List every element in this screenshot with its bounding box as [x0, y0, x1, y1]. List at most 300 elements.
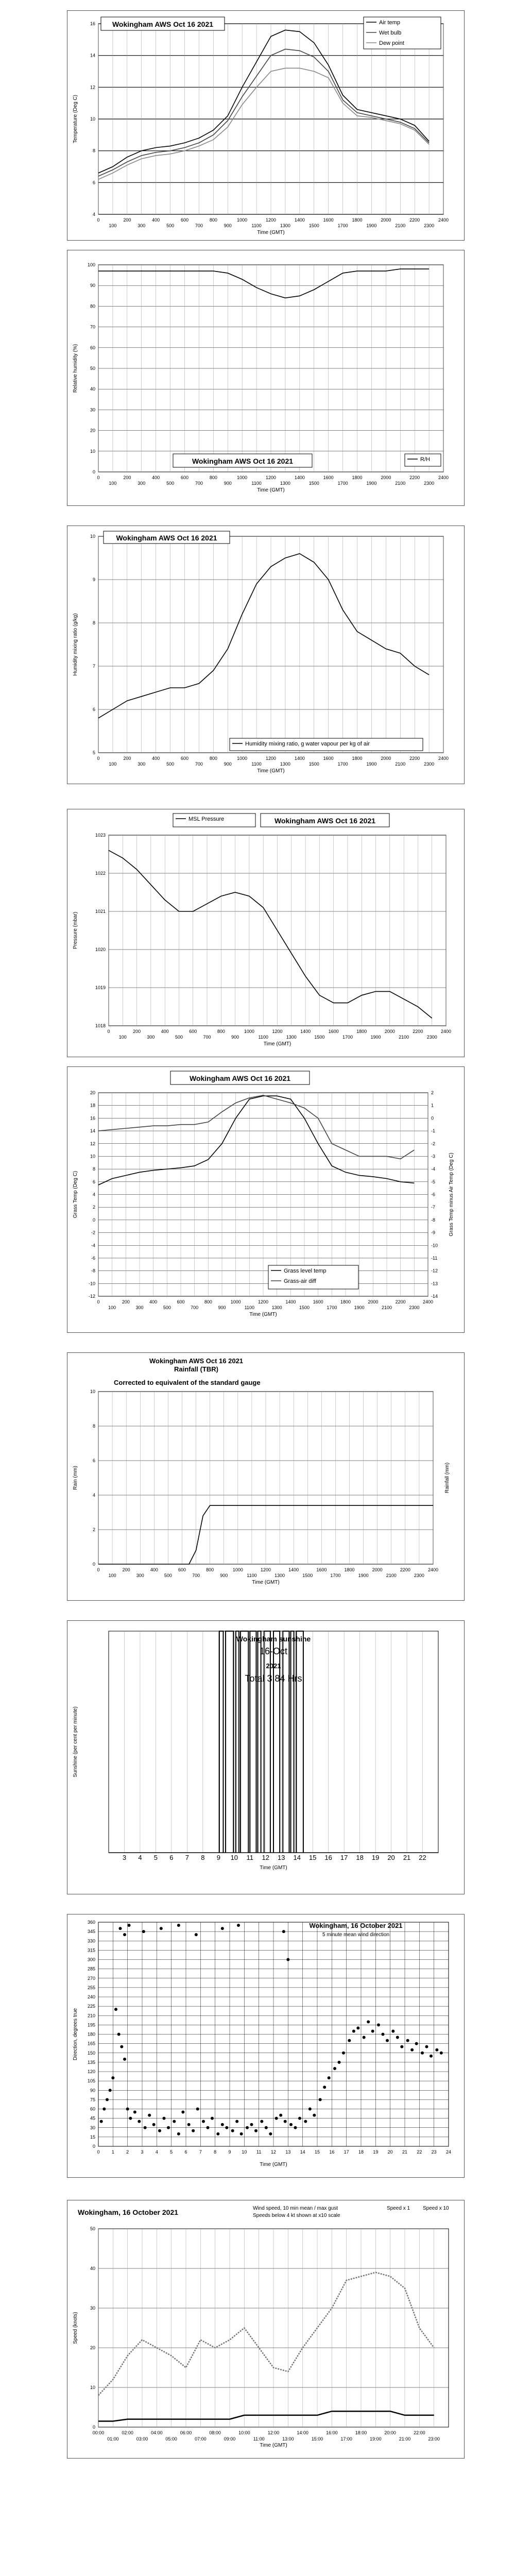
x-tick-label: 300 — [147, 1035, 155, 1040]
x-tick-label: 22 — [417, 2149, 422, 2155]
rainfall-chart — [67, 1353, 464, 1600]
x-tick-label: 2400 — [440, 1029, 452, 1034]
wind-direction-point — [246, 2126, 249, 2129]
x-tick-label: 1200 — [258, 1299, 269, 1304]
y-tick-label: 0 — [92, 2425, 95, 2430]
x-tick-label: 900 — [218, 1305, 226, 1310]
y-tick-label: 300 — [87, 1957, 95, 1962]
x-tick-label: 600 — [180, 756, 189, 761]
wind-direction-point — [181, 2111, 184, 2114]
wind-direction-point — [177, 1924, 180, 1927]
wind-direction-point — [167, 2126, 170, 2129]
y-tick-label: 5 — [92, 750, 95, 755]
y-tick-label: 0 — [92, 2144, 95, 2149]
total-label: Total 3.84 Hrs — [245, 1673, 302, 1684]
x-tick-label: 200 — [123, 217, 131, 223]
x-tick-label: 1500 — [308, 481, 319, 486]
wind-direction-point — [286, 1958, 289, 1961]
legend-label: Speed x 1 — [387, 2206, 410, 2211]
x-tick-label: 600 — [180, 217, 189, 223]
x-tick-label: 1800 — [344, 1567, 355, 1572]
x-tick-label: 1800 — [352, 217, 363, 223]
x-tick-label: 2200 — [409, 756, 420, 761]
wind-direction-point — [396, 2036, 399, 2039]
x-tick-label: 17 — [344, 2149, 349, 2155]
x-tick-label: 2400 — [438, 475, 449, 480]
chart-title: Wokingham AWS Oct 16 2021 — [116, 534, 217, 542]
x-tick-label: 1000 — [237, 217, 248, 223]
x-tick-label: 600 — [177, 1299, 185, 1304]
y-tick-label: 4 — [92, 1192, 95, 1197]
y-axis-title: Temperature (Deg C) — [73, 95, 78, 143]
wind-direction-point — [391, 2029, 394, 2032]
x-tick-label: 1000 — [237, 475, 248, 480]
wind-direction-chart — [67, 1914, 464, 2177]
x-tick-label: 100 — [109, 481, 117, 486]
x-tick-label: 16:00 — [326, 2430, 338, 2435]
x-tick-label: 02:00 — [122, 2430, 133, 2435]
legend-label: Air temp — [379, 20, 400, 26]
x-tick-label: 1400 — [294, 756, 305, 761]
x-tick-label: 100 — [109, 761, 117, 767]
x-tick-label: 2000 — [381, 475, 391, 480]
chart-title: Wokingham AWS Oct 16 2021 — [189, 1074, 291, 1082]
x-tick-label: 900 — [224, 223, 232, 228]
y-tick-label: 50 — [90, 366, 95, 371]
y-tick-label: 255 — [87, 1985, 95, 1990]
x-tick-label: 14 — [293, 1854, 301, 1861]
y-tick-label: 50 — [90, 2226, 95, 2231]
x-axis-title: Time (GMT) — [252, 1580, 280, 1585]
y-tick-label: -12 — [88, 1294, 95, 1299]
x-tick-label: 1400 — [285, 1299, 296, 1304]
x-tick-label: 1900 — [370, 1035, 381, 1040]
x-tick-label: 700 — [195, 481, 203, 486]
y2-tick-label: -3 — [431, 1154, 436, 1159]
grass-temp-chart-panel — [67, 1066, 465, 1333]
x-tick-label: 19 — [371, 1854, 380, 1861]
y-tick-label: 8 — [92, 148, 95, 154]
y-tick-label: 80 — [90, 303, 95, 309]
y-tick-label: 120 — [87, 2069, 95, 2074]
x-axis-title: Time (GMT) — [260, 1865, 287, 1871]
x-tick-label: 600 — [178, 1567, 186, 1572]
wind-direction-point — [356, 2026, 359, 2029]
x-tick-label: 100 — [118, 1035, 127, 1040]
x-tick-label: 1200 — [265, 475, 277, 480]
x-tick-label: 16 — [324, 1854, 332, 1861]
x-tick-label: 1800 — [356, 1029, 367, 1034]
x-tick-label: 18 — [358, 2149, 364, 2155]
x-tick-label: 600 — [180, 475, 189, 480]
wind-direction-point — [102, 2108, 106, 2111]
x-tick-label: 1700 — [330, 1573, 341, 1578]
x-tick-label: 1100 — [251, 761, 262, 767]
y2-tick-label: -6 — [431, 1192, 436, 1197]
x-tick-label: 900 — [220, 1573, 228, 1578]
wind-speed-chart — [67, 2200, 464, 2458]
mixing-ratio-chart-panel — [67, 526, 465, 784]
x-tick-label: 2200 — [400, 1567, 410, 1572]
y-tick-label: 210 — [87, 2013, 95, 2019]
x-tick-label: 1300 — [280, 481, 290, 486]
humidity-chart-panel — [67, 250, 465, 506]
x-tick-label: 0 — [97, 475, 100, 480]
x-tick-label: 2200 — [409, 475, 420, 480]
x-axis-title: Time (GMT) — [257, 230, 285, 235]
x-axis-title: Time (GMT) — [257, 768, 285, 774]
wind-direction-point — [221, 1927, 224, 1930]
x-tick-label: 1600 — [316, 1567, 327, 1572]
x-tick-label: 2300 — [424, 223, 435, 228]
wind-direction-point — [308, 2108, 312, 2111]
x-tick-label: 1900 — [354, 1305, 365, 1310]
x-tick-label: 11 — [256, 2149, 262, 2155]
x-tick-label: 1900 — [366, 761, 377, 767]
x-tick-label: 1300 — [274, 1573, 285, 1578]
y-tick-label: 225 — [87, 2004, 95, 2009]
wind-direction-point — [250, 2123, 253, 2126]
x-tick-label: 1700 — [337, 761, 348, 767]
legend-label: Grass level temp — [284, 1268, 327, 1274]
y-axis-title: Rain (mm) — [73, 1466, 78, 1490]
y-tick-label: 18 — [90, 1103, 95, 1108]
y-tick-label: 30 — [90, 2306, 95, 2311]
x-tick-label: 500 — [164, 1573, 172, 1578]
y-tick-label: 0 — [92, 469, 95, 474]
x-tick-label: 200 — [133, 1029, 141, 1034]
y-tick-label: 7 — [92, 664, 95, 669]
sunshine-chart — [67, 1621, 464, 1894]
y-tick-label: 360 — [87, 1920, 95, 1925]
y-tick-label: 8 — [92, 1423, 95, 1429]
x-tick-label: 300 — [138, 761, 146, 767]
x-tick-label: 8 — [201, 1854, 205, 1861]
x-tick-label: 15 — [308, 1854, 317, 1861]
y-tick-label: 30 — [90, 2125, 95, 2130]
y-tick-label: 10 — [90, 2385, 95, 2390]
wind-direction-point — [421, 2052, 424, 2055]
x-tick-label: 700 — [191, 1305, 199, 1310]
chart-title: Wokingham sunshine — [236, 1635, 311, 1643]
mixing-ratio-chart — [67, 526, 464, 784]
x-tick-label: 1100 — [244, 1305, 255, 1310]
y-tick-label: 240 — [87, 1994, 95, 1999]
x-tick-label: 300 — [138, 481, 146, 486]
wind-direction-point — [319, 2098, 322, 2101]
x-tick-label: 1100 — [251, 223, 262, 228]
x-tick-label: 08:00 — [209, 2430, 221, 2435]
x-tick-label: 2100 — [395, 761, 406, 767]
x-tick-label: 19 — [373, 2149, 379, 2155]
wind-direction-point — [425, 2045, 428, 2048]
x-tick-label: 2200 — [409, 217, 420, 223]
x-tick-label: 22 — [419, 1854, 426, 1861]
y2-tick-label: -9 — [431, 1230, 436, 1235]
x-tick-label: 8 — [214, 2149, 217, 2155]
y2-tick-label: -14 — [431, 1294, 438, 1299]
x-tick-label: 2400 — [438, 217, 449, 223]
temperature-chart — [67, 11, 464, 240]
x-tick-label: 1500 — [314, 1035, 325, 1040]
y-tick-label: 150 — [87, 2050, 95, 2056]
x-tick-label: 11:00 — [253, 2436, 265, 2442]
x-tick-label: 5 — [170, 2149, 173, 2155]
x-tick-label: 200 — [123, 756, 131, 761]
x-tick-label: 1400 — [294, 217, 305, 223]
x-tick-label: 12 — [262, 1854, 269, 1861]
x-tick-label: 00:00 — [92, 2430, 105, 2435]
x-tick-label: 1200 — [265, 756, 277, 761]
wind-direction-point — [225, 2126, 228, 2129]
x-tick-label: 2000 — [368, 1299, 379, 1304]
x-tick-label: 500 — [166, 223, 175, 228]
y-tick-label: 9 — [92, 577, 95, 582]
x-tick-label: 500 — [163, 1305, 171, 1310]
y-tick-label: -2 — [91, 1230, 95, 1235]
x-tick-label: 2300 — [414, 1573, 424, 1578]
x-tick-label: 900 — [231, 1035, 239, 1040]
y-tick-label: 180 — [87, 2031, 95, 2037]
x-tick-label: 1600 — [323, 217, 334, 223]
y-tick-label: 10 — [90, 448, 95, 454]
wind-direction-point — [109, 2089, 112, 2092]
x-tick-label: 23 — [431, 2149, 437, 2155]
y-tick-label: -8 — [91, 1268, 95, 1274]
chart-annotation: Corrected to equivalent of the standard gauge — [114, 1379, 261, 1386]
y-tick-label: 60 — [90, 345, 95, 350]
wind-direction-point — [352, 2029, 355, 2032]
x-axis-title: Time (GMT) — [263, 1041, 291, 1047]
wind-direction-point — [133, 2111, 136, 2114]
chart-title: Wokingham AWS Oct 16 2021 — [112, 20, 214, 28]
wind-direction-point — [377, 2023, 380, 2026]
wind-direction-point — [410, 2048, 414, 2052]
wind-direction-point — [196, 2108, 199, 2111]
y-tick-label: 20 — [90, 428, 95, 433]
y2-tick-label: -1 — [431, 1128, 436, 1134]
y-tick-label: 40 — [90, 2266, 95, 2271]
y-tick-label: 30 — [90, 407, 95, 413]
x-tick-label: 1000 — [230, 1299, 241, 1304]
y-axis-title: Relative humidity (%) — [73, 344, 78, 393]
y2-tick-label: -7 — [431, 1205, 436, 1210]
wind-direction-point — [138, 2120, 141, 2123]
wind-direction-point — [275, 2117, 278, 2120]
sunshine-chart-panel — [67, 1620, 465, 1894]
wind-direction-point — [265, 2126, 268, 2129]
y-tick-label: 70 — [90, 324, 95, 330]
x-tick-label: 2100 — [395, 481, 406, 486]
x-tick-label: 500 — [166, 761, 175, 767]
chart-subtitle: 16-Oct — [259, 1646, 288, 1656]
x-tick-label: 300 — [135, 1305, 144, 1310]
x-tick-label: 7 — [185, 1854, 189, 1861]
x-tick-label: 1400 — [288, 1567, 299, 1572]
y-tick-label: 270 — [87, 1975, 95, 1981]
x-tick-label: 2000 — [372, 1567, 383, 1572]
y-tick-label: 14 — [90, 53, 95, 58]
x-tick-label: 9 — [216, 1854, 220, 1861]
x-tick-label: 0 — [97, 2149, 100, 2155]
wind-direction-point — [279, 2114, 282, 2117]
x-tick-label: 5 — [153, 1854, 158, 1861]
wind-direction-point — [333, 2067, 336, 2070]
y-tick-label: 2 — [92, 1527, 95, 1532]
x-tick-label: 0 — [107, 1029, 110, 1034]
x-tick-label: 800 — [209, 756, 217, 761]
y2-tick-label: -12 — [431, 1268, 438, 1274]
x-tick-label: 2000 — [381, 217, 391, 223]
x-tick-label: 22:00 — [414, 2430, 425, 2435]
wind-direction-point — [323, 2086, 326, 2089]
x-tick-label: 6 — [184, 2149, 187, 2155]
y-tick-label: 135 — [87, 2059, 95, 2065]
legend-label: MSL Pressure — [188, 816, 225, 822]
wind-direction-point — [282, 1930, 285, 1933]
wind-direction-point — [237, 1924, 240, 1927]
y-tick-label: -10 — [88, 1281, 95, 1286]
x-tick-label: 1700 — [342, 1035, 353, 1040]
y2-tick-label: -10 — [431, 1243, 438, 1248]
x-tick-label: 2 — [126, 2149, 129, 2155]
y2-tick-label: -5 — [431, 1179, 436, 1184]
y-tick-label: -4 — [91, 1243, 95, 1248]
x-tick-label: 1100 — [247, 1573, 257, 1578]
y-tick-label: -6 — [91, 1255, 95, 1261]
y-axis-title: Grass Temp (Deg C) — [73, 1171, 78, 1218]
wind-direction-point — [231, 2129, 234, 2132]
x-tick-label: 13 — [278, 1854, 285, 1861]
x-tick-label: 20:00 — [384, 2430, 396, 2435]
x-tick-label: 2300 — [426, 1035, 437, 1040]
x-tick-label: 400 — [149, 1299, 158, 1304]
y2-tick-label: -4 — [431, 1166, 436, 1172]
y2-tick-label: 0 — [431, 1115, 434, 1121]
x-tick-label: 1700 — [337, 223, 348, 228]
wind-direction-point — [435, 2048, 438, 2052]
x-tick-label: 06:00 — [180, 2430, 192, 2435]
x-tick-label: 6 — [169, 1854, 174, 1861]
x-tick-label: 1 — [111, 2149, 114, 2155]
x-tick-label: 700 — [192, 1573, 200, 1578]
wind-direction-point — [163, 2117, 166, 2120]
chart-title: Wokingham, 16 October 2021 — [309, 1922, 403, 1929]
y-tick-label: 6 — [92, 180, 95, 185]
y-tick-label: 20 — [90, 2345, 95, 2350]
x-tick-label: 11 — [246, 1854, 254, 1861]
x-tick-label: 1600 — [313, 1299, 323, 1304]
wind-direction-point — [304, 2120, 307, 2123]
x-tick-label: 19:00 — [370, 2436, 382, 2442]
y-tick-label: 10 — [90, 116, 95, 122]
x-tick-label: 3 — [122, 1854, 127, 1861]
x-tick-label: 15 — [314, 2149, 320, 2155]
y-tick-label: 12 — [90, 1141, 95, 1146]
x-tick-label: 100 — [108, 1573, 116, 1578]
x-tick-label: 900 — [224, 481, 232, 486]
y-tick-label: 6 — [92, 1458, 95, 1463]
x-tick-label: 1100 — [258, 1035, 268, 1040]
x-tick-label: 23:00 — [428, 2436, 440, 2442]
x-tick-label: 400 — [150, 1567, 158, 1572]
x-tick-label: 100 — [108, 1305, 116, 1310]
x-tick-label: 1500 — [308, 761, 319, 767]
y-tick-label: 12 — [90, 84, 95, 90]
wind-direction-point — [371, 2029, 374, 2032]
y-tick-label: 1018 — [95, 1023, 106, 1028]
x-tick-label: 21 — [402, 2149, 408, 2155]
wind-direction-point — [269, 2132, 272, 2136]
x-tick-label: 400 — [152, 217, 160, 223]
x-tick-label: 12 — [270, 2149, 277, 2155]
wind-direction-point — [221, 2123, 224, 2126]
pressure-chart — [67, 809, 464, 1057]
y-tick-label: 1021 — [95, 909, 106, 914]
y-tick-label: 6 — [92, 707, 95, 712]
x-tick-label: 1600 — [323, 475, 334, 480]
x-tick-label: 1700 — [337, 481, 348, 486]
chart-note: Speeds below 4 kt shown at x10 scale — [253, 2213, 340, 2218]
x-tick-label: 1300 — [280, 761, 290, 767]
temperature-chart-panel — [67, 10, 465, 241]
y-tick-label: 165 — [87, 2041, 95, 2046]
y-tick-label: 16 — [90, 21, 95, 26]
wind-direction-point — [415, 2042, 418, 2045]
wind-direction-point — [348, 2039, 351, 2042]
y-tick-label: 15 — [90, 2134, 95, 2140]
x-tick-label: 4 — [138, 1854, 142, 1861]
x-tick-label: 0 — [97, 756, 100, 761]
y2-tick-label: -13 — [431, 1281, 438, 1286]
x-tick-label: 1200 — [260, 1567, 271, 1572]
x-tick-label: 10 — [230, 1854, 238, 1861]
x-tick-label: 2300 — [424, 481, 435, 486]
x-tick-label: 14 — [300, 2149, 305, 2155]
y-tick-label: 90 — [90, 283, 95, 289]
y-tick-label: 330 — [87, 1938, 95, 1944]
y-axis-title: Direction, degrees true — [73, 2008, 78, 2061]
y2-axis-title: Rainfall (mm) — [444, 1462, 450, 1494]
x-tick-label: 800 — [204, 1299, 212, 1304]
x-tick-label: 21 — [403, 1854, 411, 1861]
x-tick-label: 800 — [209, 475, 217, 480]
wind-direction-point — [123, 2058, 126, 2061]
wind-direction-point — [328, 2076, 331, 2079]
rainfall-chart-panel — [67, 1352, 465, 1601]
x-tick-label: 0 — [97, 1567, 100, 1572]
y-tick-label: 40 — [90, 386, 95, 392]
x-tick-label: 100 — [109, 223, 117, 228]
legend-label: Speed x 10 — [423, 2206, 449, 2211]
wind-direction-point — [216, 2132, 219, 2136]
wind-direction-point — [202, 2120, 205, 2123]
wind-direction-point — [254, 2129, 258, 2132]
y-tick-label: 10 — [90, 534, 95, 539]
wind-direction-point — [207, 2126, 210, 2129]
wind-direction-point — [160, 1927, 163, 1930]
x-tick-label: 800 — [209, 217, 217, 223]
wind-direction-point — [430, 2055, 433, 2058]
x-tick-label: 300 — [138, 223, 146, 228]
y-tick-label: 285 — [87, 1966, 95, 1972]
chart-subtitle: Wind speed, 10 min mean / max gust — [253, 2206, 338, 2211]
x-tick-label: 2100 — [399, 1035, 409, 1040]
wind-direction-point — [260, 2120, 263, 2123]
x-tick-label: 03:00 — [136, 2436, 148, 2442]
x-tick-label: 13 — [285, 2149, 291, 2155]
wind-direction-point — [144, 2126, 147, 2129]
